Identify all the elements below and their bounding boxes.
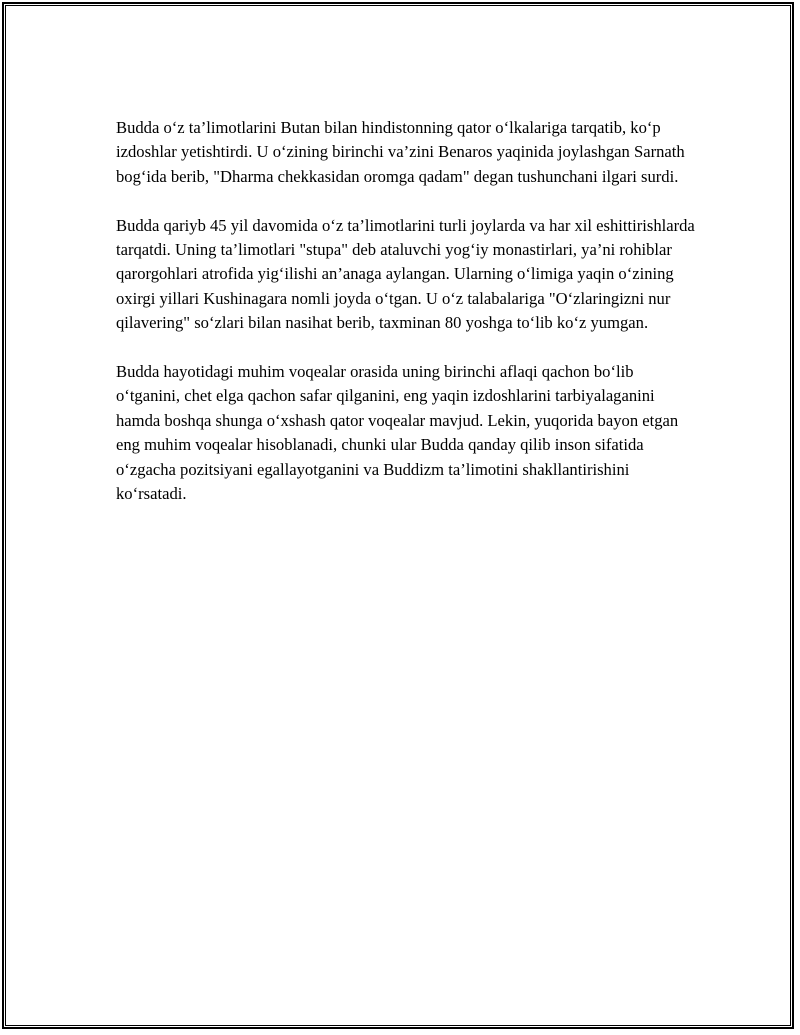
paragraph-1: Budda o‘z ta’limotlarini Butan bilan hindistonning qator o‘lkalariga tarqatib, ko‘p izdoshlar yetishtirdi. U o‘zining birinchi va’zini Benaros yaqinida joylashgan Sarnath bog‘ida berib, "Dharma chekkasidan oromga qadam" degan tushunchani ilgari surdi.	[116, 118, 685, 186]
paragraph-2: Budda qariyb 45 yil davomida o‘z ta’limotlarini turli joylarda va har xil eshittirishlarda tarqatdi. Uning ta’limotlari "stupa" deb ataluvchi yog‘iy monastirlari, ya’ni rohiblar qarorgohlari atrofida yig‘ilishi an’anaga aylangan. Ularning o‘limiga yaqin o‘zining oxirgi yillari Kushinagara nomli joyda o‘tgan. U o‘z talabalariga "O‘zlaringizni nur qilavering" so‘zlari bilan nasihat berib, taxminan 80 yoshga to‘lib ko‘z yumgan.	[116, 215, 695, 333]
document-body	[116, 116, 696, 531]
paragraph-3: Budda hayotidagi muhim voqealar orasida uning birinchi aflaqi qachon bo‘lib o‘tganini, chet elga qachon safar qilganini, eng yaqin izdoshlarini tarbiyalaganini hamda boshqa shunga o‘xshash qator voqealar mavjud. Lekin, yuqorida bayon etgan eng muhim voqealar hisoblanadi, chunki ular Budda qanday qilib inson sifatida o‘zgacha pozitsiyani egallayotganini va Buddizm ta’limotini shakllantirishini ko‘rsatadi.	[116, 362, 679, 504]
